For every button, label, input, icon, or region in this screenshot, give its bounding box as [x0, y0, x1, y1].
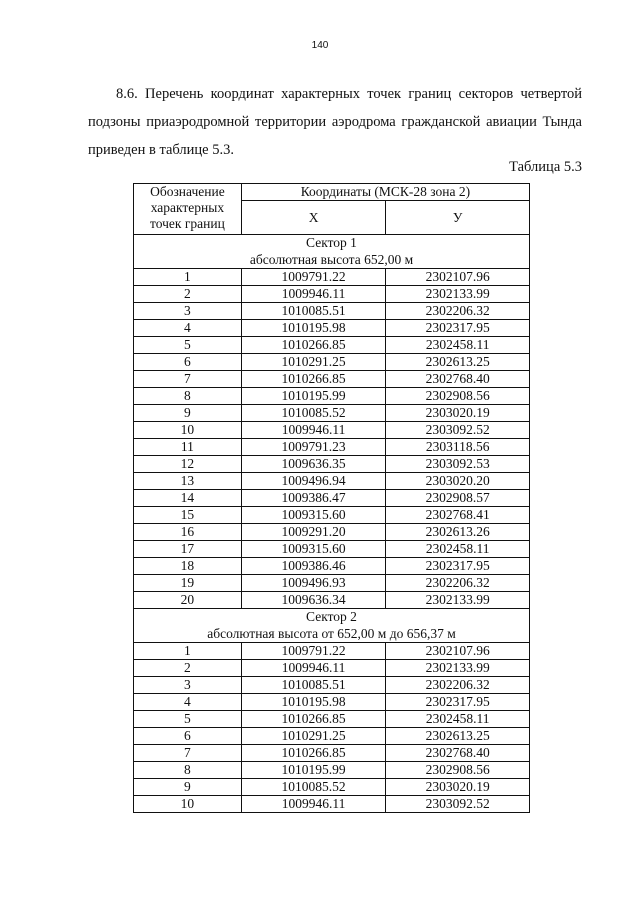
point-number-cell: 12 — [134, 456, 242, 473]
table-row — [134, 575, 530, 592]
coord-x-cell: 1010266.85 — [241, 371, 386, 388]
table-row — [134, 456, 530, 473]
table-row — [134, 354, 530, 371]
coord-y-cell: 2303092.53 — [386, 456, 530, 473]
table-row — [134, 371, 530, 388]
coord-y-cell: 2302613.25 — [386, 728, 530, 745]
coord-x-cell: 1009791.23 — [241, 439, 386, 456]
table-row — [134, 796, 530, 813]
point-number-cell: 1 — [134, 269, 242, 286]
table-row — [134, 643, 530, 660]
coord-x-cell: 1010195.98 — [241, 694, 386, 711]
coord-y-cell: 2303020.19 — [386, 405, 530, 422]
table-body — [134, 235, 530, 813]
coord-x-cell: 1010266.85 — [241, 711, 386, 728]
table-row — [134, 524, 530, 541]
coord-y-cell: 2302458.11 — [386, 541, 530, 558]
coord-y-cell: 2302317.95 — [386, 558, 530, 575]
table-header-row — [134, 184, 530, 201]
point-number-cell: 18 — [134, 558, 242, 575]
coord-x-cell: 1009946.11 — [241, 422, 386, 439]
coord-y-cell: 2302613.25 — [386, 354, 530, 371]
point-number-cell: 5 — [134, 337, 242, 354]
coord-x-cell: 1009946.11 — [241, 796, 386, 813]
coord-x-cell: 1010291.25 — [241, 728, 386, 745]
sector-title: Сектор 2 — [306, 609, 357, 624]
table-row — [134, 677, 530, 694]
page-number: 140 — [311, 40, 329, 51]
point-number-cell: 16 — [134, 524, 242, 541]
intro-paragraph: 8.6. Перечень координат характерных точек границ секторов четвертой подзоны приаэродромной территории аэродрома гражданской авиации Тында приведен в таблице 5.3. — [88, 86, 582, 158]
point-number-cell: 17 — [134, 541, 242, 558]
table-row — [134, 660, 530, 677]
point-number-cell: 7 — [134, 371, 242, 388]
table-row — [134, 711, 530, 728]
coord-x-cell: 1009636.34 — [241, 592, 386, 609]
coord-y-cell: 2302613.26 — [386, 524, 530, 541]
table-row — [134, 405, 530, 422]
table-row — [134, 694, 530, 711]
coord-y-cell: 2302107.96 — [386, 269, 530, 286]
point-number-cell: 8 — [134, 388, 242, 405]
coord-x-cell: 1010266.85 — [241, 337, 386, 354]
coord-x-cell: 1009315.60 — [241, 541, 386, 558]
point-number-cell: 15 — [134, 507, 242, 524]
sector-header-row — [134, 609, 530, 643]
coord-y-cell: 2302317.95 — [386, 320, 530, 337]
header-point-label: Обозначение характерных точек границ — [134, 184, 242, 235]
coord-y-cell: 2303092.52 — [386, 796, 530, 813]
point-number-cell: 3 — [134, 677, 242, 694]
header-x: Х — [241, 201, 386, 235]
table-row — [134, 541, 530, 558]
table-row — [134, 728, 530, 745]
coord-y-cell: 2303020.19 — [386, 779, 530, 796]
coordinates-table — [133, 183, 530, 813]
table-row — [134, 388, 530, 405]
point-number-cell: 4 — [134, 694, 242, 711]
header-coordinates: Координаты (МСК-28 зона 2) — [241, 184, 529, 201]
sector-subtitle: абсолютная высота 652,00 м — [249, 251, 414, 267]
coord-y-cell: 2302206.32 — [386, 677, 530, 694]
coord-y-cell: 2302908.57 — [386, 490, 530, 507]
table-row — [134, 558, 530, 575]
point-number-cell: 2 — [134, 286, 242, 303]
coord-y-cell: 2302133.99 — [386, 286, 530, 303]
point-number-cell: 8 — [134, 762, 242, 779]
table-row — [134, 779, 530, 796]
coord-x-cell: 1010195.99 — [241, 762, 386, 779]
point-number-cell: 10 — [134, 796, 242, 813]
header-y: У — [386, 201, 530, 235]
coord-y-cell: 2302768.41 — [386, 507, 530, 524]
coord-y-cell: 2302458.11 — [386, 711, 530, 728]
coord-y-cell: 2302133.99 — [386, 592, 530, 609]
table-row — [134, 507, 530, 524]
point-number-cell: 9 — [134, 779, 242, 796]
point-number-cell: 6 — [134, 728, 242, 745]
coord-y-cell: 2303092.52 — [386, 422, 530, 439]
coord-x-cell: 1010085.52 — [241, 779, 386, 796]
table-row — [134, 439, 530, 456]
point-number-cell: 10 — [134, 422, 242, 439]
table-row — [134, 762, 530, 779]
coord-x-cell: 1009791.22 — [241, 269, 386, 286]
point-number-cell: 4 — [134, 320, 242, 337]
point-number-cell: 5 — [134, 711, 242, 728]
point-number-cell: 2 — [134, 660, 242, 677]
coord-y-cell: 2302768.40 — [386, 371, 530, 388]
coord-y-cell: 2302107.96 — [386, 643, 530, 660]
coord-y-cell: 2302908.56 — [386, 762, 530, 779]
sector-title: Сектор 1 — [306, 235, 357, 250]
coord-y-cell: 2302206.32 — [386, 303, 530, 320]
table-row — [134, 473, 530, 490]
coord-x-cell: 1009496.94 — [241, 473, 386, 490]
table-caption: Таблица 5.3 — [509, 159, 582, 175]
point-number-cell: 9 — [134, 405, 242, 422]
coord-y-cell: 2302317.95 — [386, 694, 530, 711]
coord-x-cell: 1010085.52 — [241, 405, 386, 422]
sector-header — [134, 235, 530, 269]
coord-x-cell: 1010291.25 — [241, 354, 386, 371]
coord-x-cell: 1009791.22 — [241, 643, 386, 660]
coord-y-cell: 2302133.99 — [386, 660, 530, 677]
coord-x-cell: 1010195.98 — [241, 320, 386, 337]
point-number-cell: 3 — [134, 303, 242, 320]
coord-x-cell: 1009386.46 — [241, 558, 386, 575]
sector-header-row — [134, 235, 530, 269]
coord-x-cell: 1009496.93 — [241, 575, 386, 592]
coord-y-cell: 2302458.11 — [386, 337, 530, 354]
table-row — [134, 422, 530, 439]
point-number-cell: 14 — [134, 490, 242, 507]
coord-x-cell: 1009636.35 — [241, 456, 386, 473]
coord-y-cell: 2302206.32 — [386, 575, 530, 592]
coord-x-cell: 1010266.85 — [241, 745, 386, 762]
point-number-cell: 19 — [134, 575, 242, 592]
point-number-cell: 7 — [134, 745, 242, 762]
table-row — [134, 320, 530, 337]
coord-x-cell: 1009291.20 — [241, 524, 386, 541]
coord-y-cell: 2303020.20 — [386, 473, 530, 490]
coord-x-cell: 1009946.11 — [241, 286, 386, 303]
coord-y-cell: 2302768.40 — [386, 745, 530, 762]
table-row — [134, 490, 530, 507]
point-number-cell: 1 — [134, 643, 242, 660]
coord-x-cell: 1010195.99 — [241, 388, 386, 405]
table-row — [134, 303, 530, 320]
point-number-cell: 20 — [134, 592, 242, 609]
table-row — [134, 745, 530, 762]
coord-x-cell: 1010085.51 — [241, 303, 386, 320]
table-row — [134, 269, 530, 286]
table-row — [134, 286, 530, 303]
coord-y-cell: 2303118.56 — [386, 439, 530, 456]
table-row — [134, 337, 530, 354]
point-number-cell: 6 — [134, 354, 242, 371]
sector-header — [134, 609, 530, 643]
coord-x-cell: 1009386.47 — [241, 490, 386, 507]
sector-subtitle: абсолютная высота от 652,00 м до 656,37 м — [207, 625, 456, 641]
point-number-cell: 13 — [134, 473, 242, 490]
table-row — [134, 592, 530, 609]
point-number-cell: 11 — [134, 439, 242, 456]
coord-x-cell: 1009946.11 — [241, 660, 386, 677]
coord-y-cell: 2302908.56 — [386, 388, 530, 405]
coord-x-cell: 1009315.60 — [241, 507, 386, 524]
coord-x-cell: 1010085.51 — [241, 677, 386, 694]
